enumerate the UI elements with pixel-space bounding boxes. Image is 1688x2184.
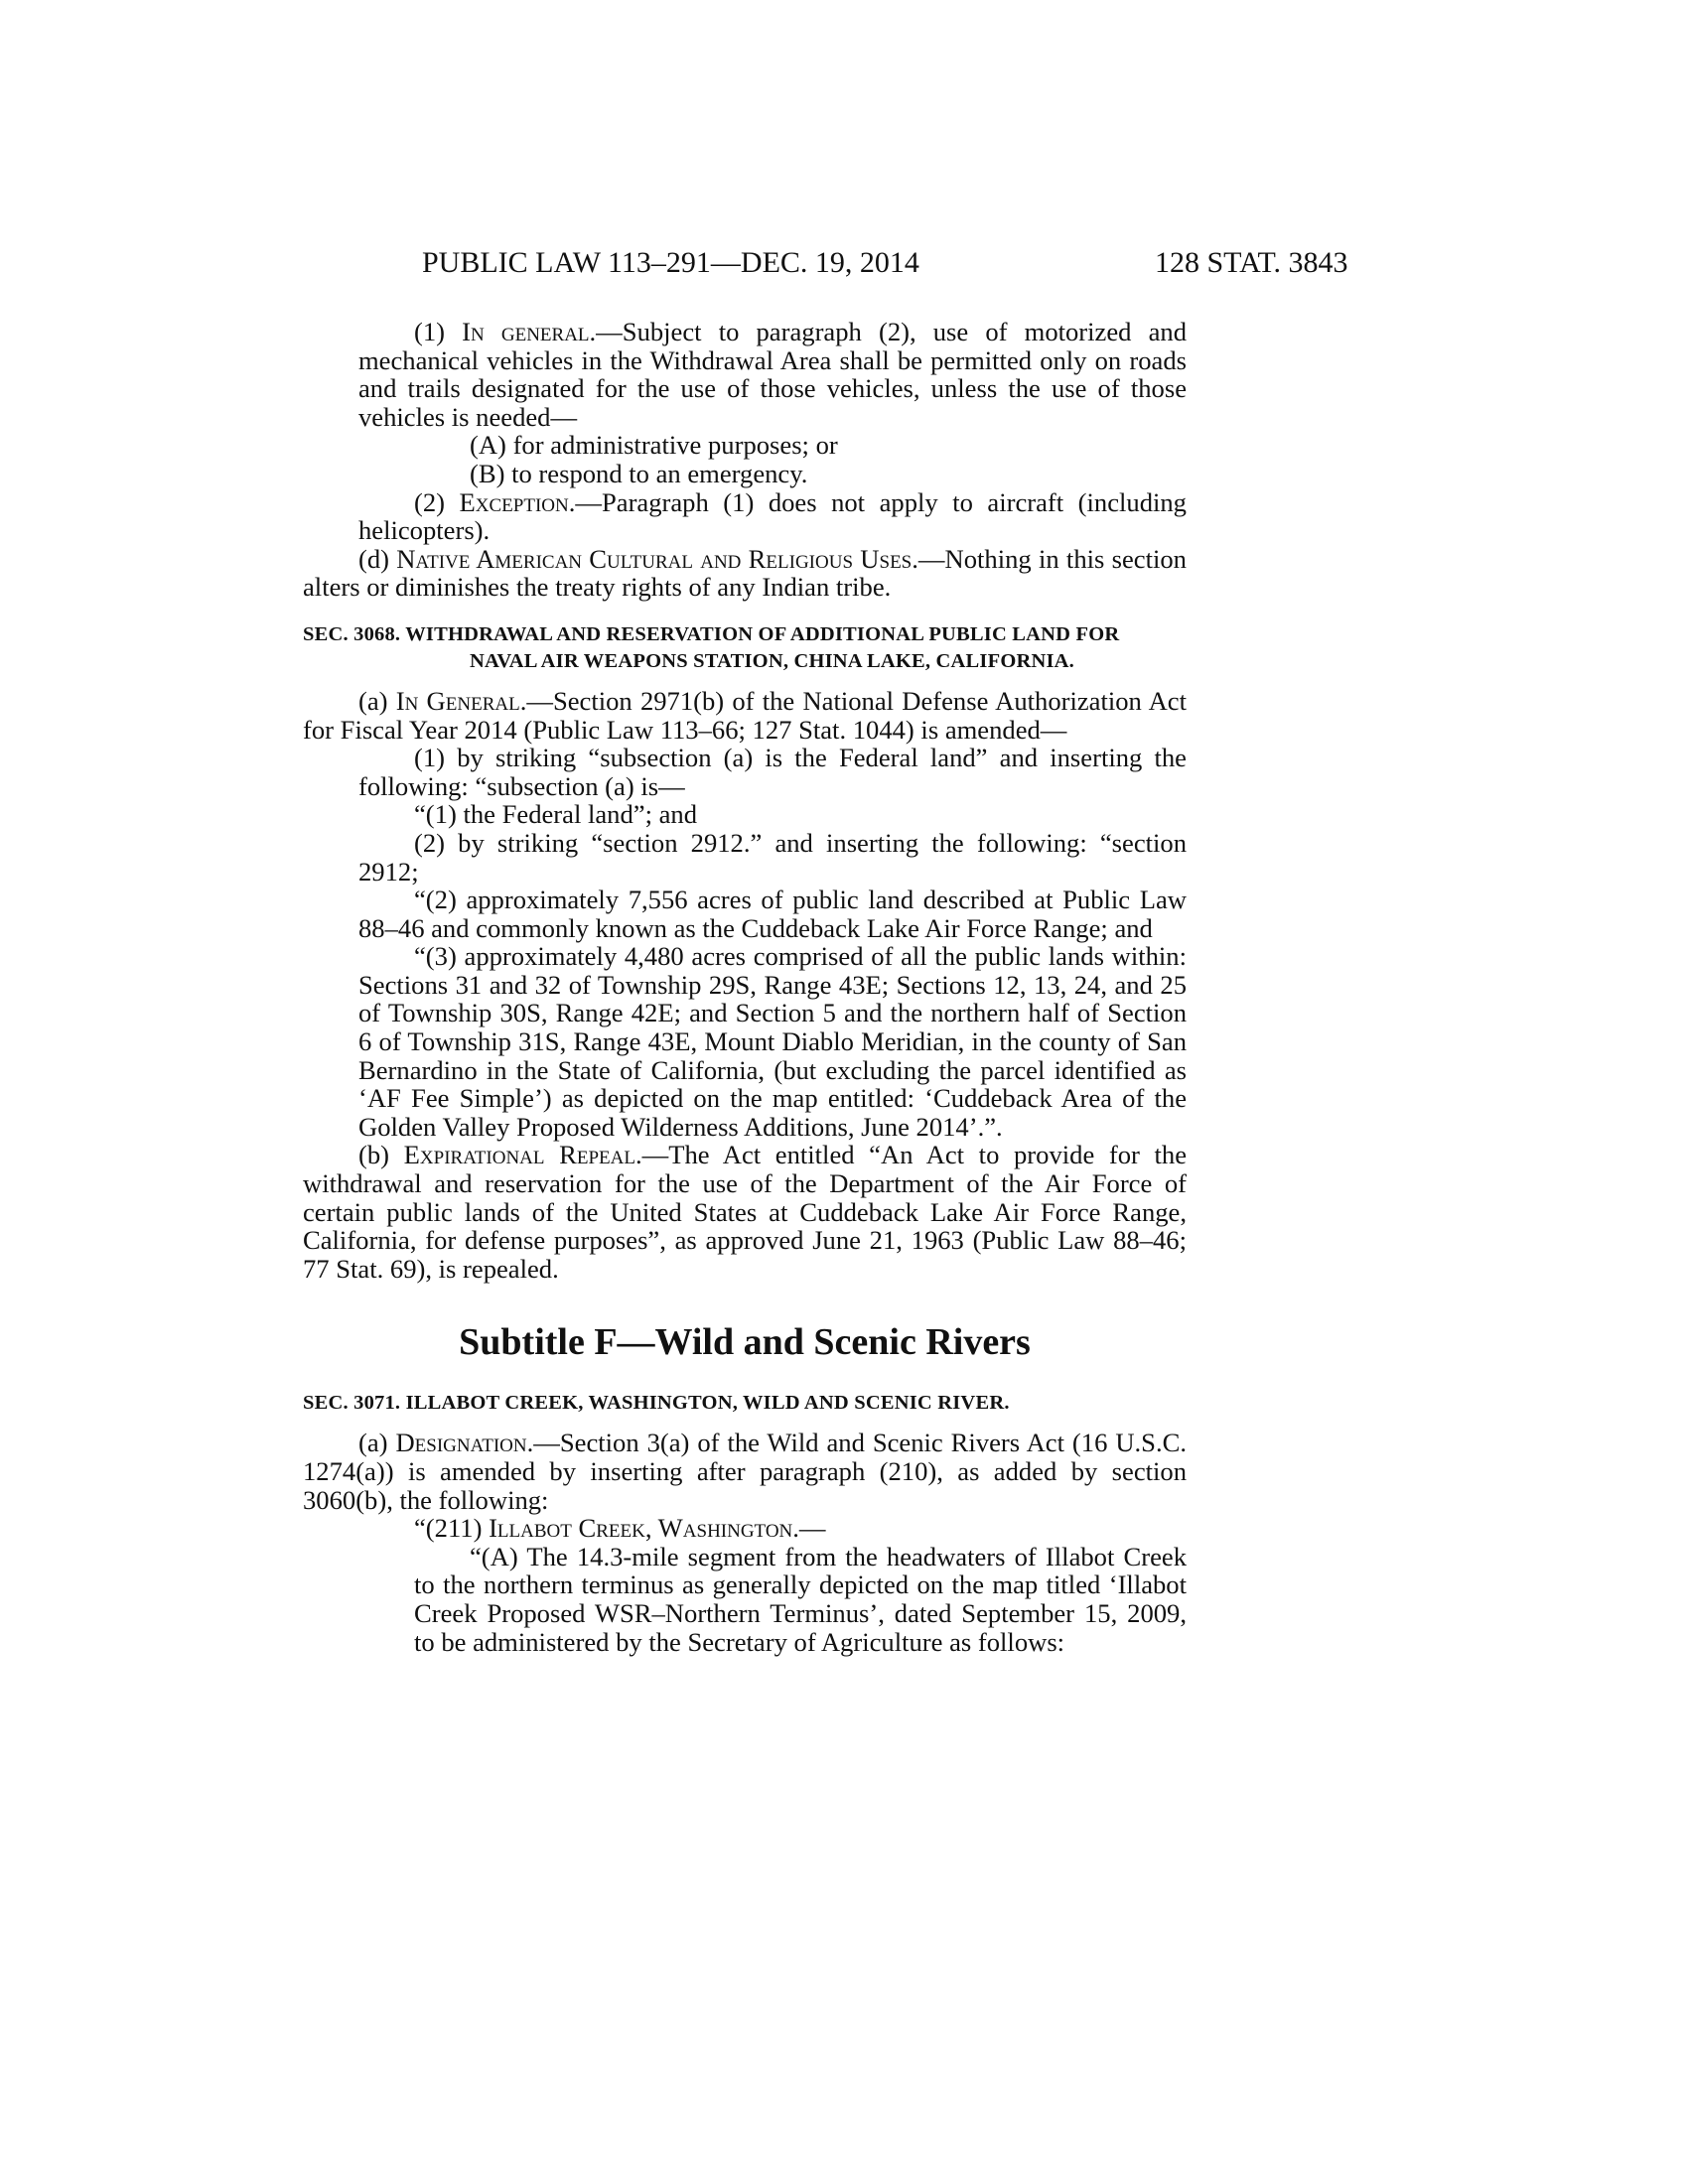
sec3068-paragraph-2: (2) by striking “section 2912.” and inserting the following: “section 2912; xyxy=(358,827,1187,887)
sec3068-subsection-a: (a) In General.—Section 2971(b) of the National Defense Authorization Act for Fiscal Year 2014 (Public Law 113–66; 127 Stat. 1044) is amended— xyxy=(303,685,1187,745)
sec3071-paragraph-211: “(211) Illabot Creek, Washington.— xyxy=(414,1513,826,1544)
section-3071-heading: SEC. 3071. ILLABOT CREEK, WASHINGTON, WILD AND SCENIC RIVER. xyxy=(303,1392,1010,1415)
section-3068-heading: SEC. 3068. WITHDRAWAL AND RESERVATION OF ADDITIONAL PUBLIC LAND FOR NAVAL AIR WEAPONS STATION, CHINA LAKE, CALIFORNIA. xyxy=(303,622,1120,672)
paragraph-c2-heading: Exception xyxy=(459,486,569,517)
sec3068-subsection-b-text: The Act entitled “An Act to provide for the withdrawal and reservation for the use of the Department of the Air Force of certain public lands of the United States at Cuddeback Lake Air Force Range, California, for defense purposes”, as approved June 21, 1963 (Public Law 88–46; 77 Stat. 69), is repealed. xyxy=(303,1140,1188,1284)
subparagraph-c1-b: (B) to respond to an emergency. xyxy=(470,458,808,488)
sec3068-subsection-b-heading: Expirational Repeal xyxy=(403,1140,635,1170)
sec3068-quoted-3: “(3) approximately 4,480 acres comprised of all the public lands within: Sections 31 and 32 of Township 29S, Range 43E; Sections 12, 13, 24, and 25 of Township 30S, Range 42E; and Section 5 and the northern half of Section 6 of Township 31S, Range 43E, Mount Diablo Meridian, in the county of San Bernardino in the State of California, (but excluding the parcel identified as ‘AF Fee Simple’) as depicted on the map entitled: ‘Cuddeback Area of the Golden Valley Proposed Wilderness Additions, June 2014’.”. xyxy=(358,941,1187,1142)
running-header xyxy=(0,246,1688,286)
sec3068-subsection-b: (b) Expirational Repeal.—The Act entitled “An Act to provide for the withdrawal and reservation for the use of the Department of the Air Force of certain public lands of the United States at Cuddeback Lake Air Force Range, California, for defense purposes”, as approved June 21, 1963 (Public Law 88–46; 77 Stat. 69), is repealed. xyxy=(303,1140,1188,1284)
sec3071-subparagraph-a: “(A) The 14.3-mile segment from the headwaters of Illabot Creek to the northern terminus as generally depicted on the map titled ‘Illabot Creek Proposed WSR–Northern Terminus’, dated September 15, 2009, to be administered by the Secretary of Agriculture as follows: xyxy=(414,1541,1187,1657)
header-stat-page: 128 STAT. 3843 xyxy=(1155,246,1348,279)
sec3068-quoted-2: “(2) approximately 7,556 acres of public land described at Public Law 88–46 and commonly known as the Cuddeback Lake Air Force Range; and xyxy=(358,885,1187,943)
paragraph-c1: (1) In general.—Subject to paragraph (2), use of motorized and mechanical vehicles in the Withdrawal Area shall be permitted only on roads and trails designated for the use of those vehicles, unless the use of those vehicles is needed— xyxy=(358,317,1187,432)
document-body xyxy=(303,318,1187,1656)
sec3068-quoted-1: “(1) the Federal land”; and xyxy=(414,799,698,830)
subsection-d-heading: Native American Cultural and Religious Uses xyxy=(396,543,913,574)
paragraph-c1-text: Subject to paragraph (2), use of motorized and mechanical vehicles in the Withdrawal Area shall be permitted only on roads and trails designated for the use of those vehicles, unless the use of those vehicles is needed— xyxy=(358,317,1187,432)
subsection-d: (d) Native American Cultural and Religious Uses.—Nothing in this section alters or diminishes the treaty rights of any Indian tribe. xyxy=(303,543,1187,603)
paragraph-c1-heading: In general xyxy=(462,317,590,346)
sec3071-paragraph-211-heading: Illabot Creek, Washington xyxy=(489,1513,793,1544)
header-title: PUBLIC LAW 113–291—DEC. 19, 2014 xyxy=(422,246,919,279)
subparagraph-c1-a: (A) for administrative purposes; or xyxy=(470,430,838,461)
sec3071-subsection-a-heading: Designation xyxy=(395,1428,527,1458)
subsection-d-text: Nothing in this section alters or diminishes the treaty rights of any Indian tribe. xyxy=(303,543,1187,603)
sec3068-paragraph-1: (1) by striking “subsection (a) is the Federal land” and inserting the following: “subsection (a) is— xyxy=(358,743,1187,801)
sec3071-subsection-a: (a) Designation.—Section 3(a) of the Wild and Scenic Rivers Act (16 U.S.C. 1274(a)) is amended by inserting after paragraph (210), as added by section 3060(b), the following: xyxy=(303,1428,1187,1515)
paragraph-c2: (2) Exception.—Paragraph (1) does not apply to aircraft (including helicopters). xyxy=(358,486,1187,546)
sec3071-subsection-a-text: Section 3(a) of the Wild and Scenic Rivers Act (16 U.S.C. 1274(a)) is amended by inserting after paragraph (210), as added by section 3060(b), the following: xyxy=(303,1428,1187,1515)
sec3068-subsection-a-heading: In General xyxy=(395,685,520,716)
sec3068-subsection-a-text: Section 2971(b) of the National Defense Authorization Act for Fiscal Year 2014 (Public Law 113–66; 127 Stat. 1044) is amended— xyxy=(303,685,1187,745)
paragraph-c2-text: Paragraph (1) does not apply to aircraft (including helicopters). xyxy=(358,486,1187,546)
subtitle-heading: Subtitle F—Wild and Scenic Rivers xyxy=(459,1321,1031,1364)
